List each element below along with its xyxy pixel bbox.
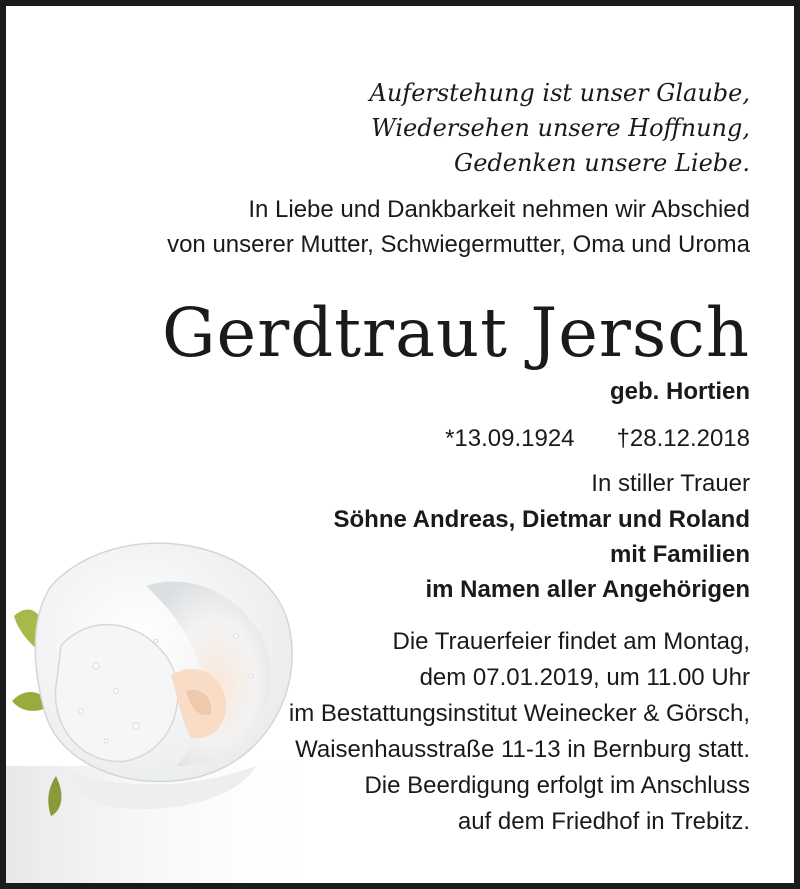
mourners-line-2: mit Familien xyxy=(609,541,750,568)
life-dates xyxy=(445,422,750,456)
quote-line-1: Auferstehung ist unser Glaube, xyxy=(369,79,750,107)
intro-line-2: von unserer Mutter, Schwiegermutter, Oma und Uroma xyxy=(167,231,750,258)
intro-line-1: In Liebe und Dankbarkeit nehmen wir Abschied xyxy=(248,196,750,223)
service-line-1: Die Trauerfeier findet am Montag, xyxy=(392,628,750,655)
service-line-2: dem 07.01.2019, um 11.00 Uhr xyxy=(419,664,750,691)
maiden-name: geb. Hortien xyxy=(609,378,750,405)
mourning-intro: In stiller Trauer xyxy=(591,470,750,497)
intro-text xyxy=(167,192,750,262)
mourners-line-1: Söhne Andreas, Dietmar und Roland xyxy=(333,506,750,533)
quote-line-3: Gedenken unsere Liebe. xyxy=(454,149,750,177)
mourners-line-3: im Namen aller Angehörigen xyxy=(425,576,750,603)
white-rose-image xyxy=(6,526,336,889)
service-line-6: auf dem Friedhof in Trebitz. xyxy=(457,808,750,835)
service-line-5: Die Beerdigung erfolgt im Anschluss xyxy=(364,772,750,799)
deceased-name: Gerdtraut Jersch xyxy=(162,294,750,372)
service-line-4: Waisenhausstraße 11-13 in Bernburg statt. xyxy=(295,736,750,763)
birth-date: *13.09.1924 xyxy=(445,425,575,452)
death-date: †28.12.2018 xyxy=(616,425,750,452)
quote-line-2: Wiedersehen unsere Hoffnung, xyxy=(371,114,750,142)
service-line-3: im Bestattungsinstitut Weinecker & Görsch, xyxy=(288,700,750,727)
service-details xyxy=(289,624,750,840)
